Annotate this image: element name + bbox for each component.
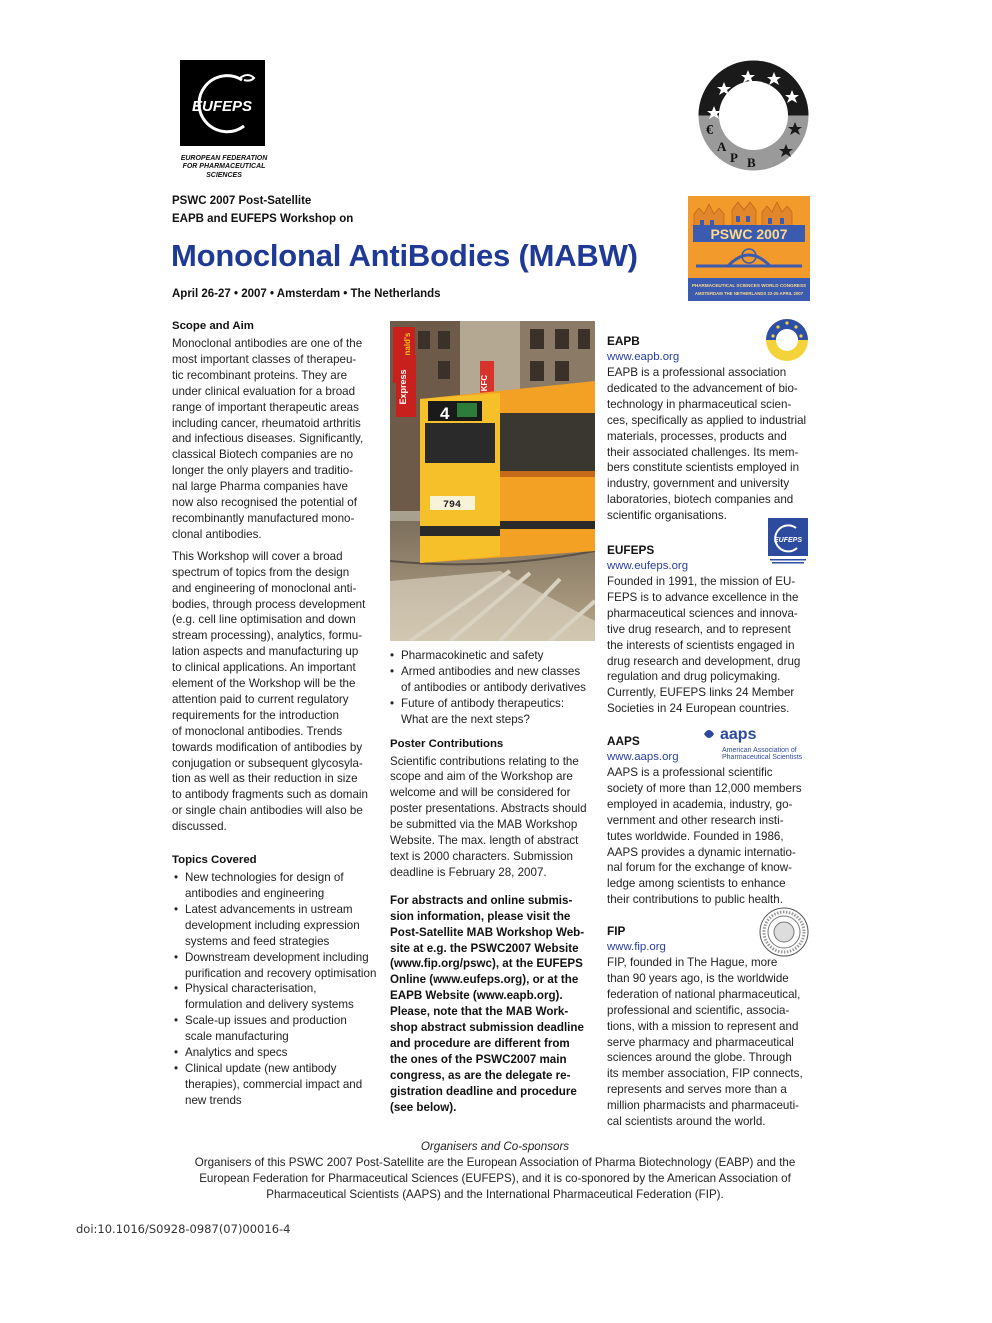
text-line: Founded in 1991, the mission of EU- — [607, 575, 796, 588]
list-item-line: • New technologies for design of — [185, 871, 344, 885]
text-line: nal large Pharma companies have — [172, 480, 348, 494]
organisers-line: Organisers of this PSWC 2007 Post-Satellite are the European Association of Pharma Biotechnology (EABP) and the — [194, 1156, 796, 1169]
text-line: classical Biotech companies are no — [172, 448, 354, 462]
aaps-text — [607, 765, 822, 908]
scope-heading: Scope and Aim — [172, 320, 254, 332]
text-line: shop abstract submission deadline — [390, 1021, 584, 1035]
list-item-line: • Clinical update (new antibody — [185, 1061, 337, 1075]
text-line: federation of national pharmaceutical, — [607, 987, 801, 1001]
text-line: industry, government and university — [607, 477, 790, 491]
text-line: employed in academia, industry, go- — [607, 797, 793, 811]
text-line: be submitted via the MAB Workshop — [390, 818, 578, 832]
text-line: lation aspects and manufacturing up — [172, 645, 359, 659]
text-line: million pharmacists and pharmaceuti- — [607, 1099, 800, 1113]
text-line: of monoclonal antibodies. Trends — [172, 724, 343, 738]
list-item-line: new trends — [185, 1093, 242, 1107]
text-line: bers constitute scientists employed in — [607, 461, 800, 475]
list-item — [174, 981, 382, 1013]
text-line: EAPB is a professional association — [607, 366, 787, 379]
text-line: clonal antibodies. — [172, 527, 262, 541]
list-item-line: antibodies and engineering — [185, 887, 325, 900]
fip-seal — [758, 906, 810, 963]
text-line: (e.g. cell line optimisation and down — [172, 613, 356, 627]
eufeps-small-logo-mark — [768, 518, 808, 566]
list-item — [174, 1061, 382, 1109]
svg-text:aaps: aaps — [720, 726, 757, 743]
eufeps-logo — [180, 60, 275, 180]
list-item — [390, 664, 600, 696]
dateline: April 26-27 • 2007 • Amsterdam • The Netherlands — [172, 288, 441, 300]
pswc-logo-mark — [688, 196, 810, 301]
fip-heading: FIP — [607, 924, 626, 938]
text-line: site at e.g. the PSWC2007 Website — [390, 941, 579, 955]
aaps-logo — [702, 724, 812, 767]
eufeps-text — [607, 574, 822, 717]
text-line: technology in pharmaceutical scien- — [607, 397, 792, 411]
eufeps-logo-mark — [180, 60, 265, 146]
text-line: This Workshop will cover a broad — [172, 549, 343, 563]
text-line: nal forum for the exchange of know- — [607, 861, 792, 875]
text-line: and infectious diseases. Significantly, — [172, 432, 364, 446]
text-line: sciences around the globe. Through — [607, 1051, 792, 1065]
eufeps-logo-line: SCIENCES — [206, 171, 242, 179]
svg-text:EUFEPS: EUFEPS — [191, 98, 253, 115]
list-item-line: formulation and delivery systems — [185, 998, 354, 1012]
list-item-line: systems and feed strategies — [185, 934, 330, 948]
svg-text:€: € — [706, 123, 713, 138]
svg-text:P: P — [730, 150, 738, 165]
text-line: FEPS is to advance excellence in the — [607, 590, 799, 604]
text-line: welcome and will be considered for — [390, 786, 571, 800]
list-item-line: purification and recovery optimisation — [185, 966, 377, 980]
text-line: discussed. — [172, 820, 227, 834]
text-line: (www.fip.org/pswc), at the EUFEPS — [390, 957, 583, 971]
list-item-line: • Physical characterisation, — [185, 982, 317, 996]
eufeps-logo-line: FOR PHARMACEUTICAL — [182, 163, 266, 171]
fip-seal-mark — [758, 906, 810, 958]
text-line: tion as well as their reduction in size — [172, 772, 358, 786]
text-line: tutes worldwide. Founded in 1986, — [607, 829, 784, 843]
svg-text:4: 4 — [440, 404, 450, 423]
text-line: society of more than 12,000 members — [607, 781, 802, 795]
text-line: sion information, please visit the — [390, 909, 571, 923]
text-line: represents and serves more than a — [607, 1083, 787, 1097]
text-line: Scientific contributions relating to the — [390, 754, 579, 768]
svg-text:B: B — [747, 155, 756, 170]
text-line: tive drug research, and to represent — [607, 622, 791, 636]
text-line: Currently, EUFEPS links 24 Member — [607, 686, 795, 700]
text-line: Post-Satellite MAB Workshop Web- — [390, 925, 585, 939]
list-item-line: • Scale-up issues and production — [185, 1014, 347, 1028]
text-line: (see below). — [390, 1100, 457, 1114]
svg-text:Pharmaceutical Scientists: Pharmaceutical Scientists — [722, 754, 803, 761]
list-item-line: • Armed antibodies and new classes — [401, 664, 581, 678]
column-2 — [390, 648, 600, 1115]
list-item — [390, 648, 600, 664]
svg-text:AMSTERDAM THE NETHERLANDS 22-2: AMSTERDAM THE NETHERLANDS 22-25 APRIL 2007 — [694, 291, 804, 296]
text-line: bodies, through process development — [172, 597, 366, 611]
list-item-line: of antibodies or antibody derivatives — [401, 680, 586, 694]
text-line: ledge among scientists to enhance — [607, 877, 786, 891]
text-line: under clinical evaluation for a broad — [172, 384, 356, 398]
page-title: Monoclonal AntiBodies (MABW) — [171, 238, 638, 273]
text-line: tic recombinant proteins. They are — [172, 368, 348, 382]
eufeps-small-logo — [768, 518, 808, 571]
eapb-small-logo — [765, 318, 809, 367]
text-line: scope and aim of the Workshop are — [390, 770, 573, 784]
text-line: For abstracts and online submis- — [390, 893, 573, 907]
list-item — [174, 950, 382, 982]
fip-link[interactable]: www.fip.org — [607, 941, 666, 953]
kicker-line-1: PSWC 2007 Post-Satellite — [172, 195, 312, 207]
svg-text:EUFEPS: EUFEPS — [773, 537, 803, 544]
text-line: scientific organisations. — [607, 509, 727, 523]
column-1 — [172, 320, 382, 1109]
text-line: the interests of scientists engaged in — [607, 638, 795, 652]
svg-text:PSWC 2007: PSWC 2007 — [710, 226, 788, 242]
list-item — [390, 696, 600, 728]
text-line: towards modification of antibodies by — [172, 740, 363, 754]
list-item — [174, 1045, 382, 1061]
text-line: FIP, founded in The Hague, more — [607, 956, 778, 969]
list-item — [174, 870, 382, 902]
text-line: including cancer, rheumatoid arthritis — [172, 416, 361, 430]
text-line: Monoclonal antibodies are one of the — [172, 337, 363, 350]
text-line: Societies in 24 European countries. — [607, 702, 790, 716]
text-line: ces, specifically as applied to industrial — [607, 413, 807, 427]
text-line: AAPS provides a dynamic internatio- — [607, 845, 796, 859]
organisers-heading: Organisers and Co-sponsors — [420, 1140, 570, 1153]
svg-text:Express: Express — [398, 369, 408, 405]
text-line: to antibody fragments such as domain — [172, 788, 368, 802]
list-item-line: What are the next steps? — [401, 712, 530, 726]
text-line: Website. The max. length of abstract — [390, 834, 579, 848]
kicker-line-2: EAPB and EUFEPS Workshop on — [172, 213, 354, 225]
text-line: or single chain antibodies will also be — [172, 804, 363, 818]
svg-text:American Association of: American Association of — [722, 747, 797, 754]
eapb-heading: EAPB — [607, 334, 640, 348]
text-line: tions, with a mission to represent and — [607, 1019, 799, 1033]
list-item-line: • Downstream development including — [185, 950, 369, 964]
eapb-star-logo — [765, 318, 809, 362]
text-line: the ones of the PSWC2007 main — [390, 1052, 567, 1066]
eufeps-heading: EUFEPS — [607, 543, 655, 557]
text-line: text is 2000 characters. Submission — [390, 849, 574, 863]
text-line: element of the Workshop will be the — [172, 677, 356, 691]
tram-photo-image — [390, 321, 595, 641]
text-line: now also recognised the potential of — [172, 496, 357, 510]
text-line: congress, as are the delegate re- — [390, 1068, 571, 1082]
list-item-line: therapies), commercial impact and — [185, 1077, 363, 1091]
text-line: longer the only players and traditio- — [172, 464, 354, 478]
text-line: professional and scientific, associa- — [607, 1003, 790, 1017]
svg-text:PHARMACEUTICAL SCIENCES WORLD: PHARMACEUTICAL SCIENCES WORLD CONGRESS — [691, 283, 807, 288]
eapb-text — [607, 365, 822, 524]
text-line: Online (www.eufeps.org), or at the — [390, 973, 579, 987]
topics-list — [174, 870, 382, 1109]
text-line: stream processing), analytics, formu- — [172, 629, 363, 643]
text-line: materials, processes, products and — [607, 429, 787, 443]
list-item-line: • Pharmacokinetic and safety — [401, 649, 544, 662]
doi: doi:10.1016/S0928-0987(07)00016-4 — [76, 1222, 291, 1236]
pswc-logo — [688, 196, 810, 301]
tram-photo — [390, 321, 595, 641]
text-line: gistration deadline and procedure — [390, 1084, 577, 1098]
text-line: to clinical applications. An important — [172, 661, 356, 675]
text-line: pharmaceutical sciences and innova- — [607, 606, 798, 620]
aaps-heading: AAPS — [607, 734, 640, 748]
aaps-link[interactable]: www.aaps.org — [607, 751, 679, 763]
svg-text:A: A — [717, 139, 727, 154]
list-item-line: development including expression — [185, 918, 360, 932]
eapb-logo-mark — [696, 58, 811, 173]
text-line: requirements for the introduction — [172, 708, 339, 722]
text-line: their associated challenges. Its mem- — [607, 445, 799, 459]
text-line: laboratories, biotech companies and — [607, 493, 794, 507]
text-line: deadline is February 28, 2007. — [390, 865, 547, 879]
abstract-info-paragraph — [390, 893, 600, 1116]
poster-paragraph — [390, 754, 600, 881]
list-item-line: • Future of antibody therapeutics: — [401, 696, 565, 710]
organisers-line: European Federation for Pharmaceutical Sciences (EUFEPS), and it is co-sponored by the American Association of — [199, 1172, 791, 1185]
topics-heading: Topics Covered — [172, 854, 257, 867]
list-item — [174, 1013, 382, 1045]
text-line: serve pharmacy and pharmaceutical — [607, 1035, 794, 1049]
topics-continued-list — [390, 648, 600, 728]
text-line: cal scientists around the world. — [607, 1115, 766, 1129]
text-line: and engineering of monoclonal anti- — [172, 581, 357, 595]
fip-text — [607, 955, 822, 1130]
scope-paragraph-1 — [172, 336, 382, 543]
text-line: recombinantly manufactured mono- — [172, 511, 355, 525]
svg-text:794: 794 — [442, 500, 462, 511]
text-line: and procedure are different from — [390, 1036, 570, 1050]
text-line: conjugation or subsequent glycosyla- — [172, 756, 363, 770]
text-line: EAPB Website (www.eapb.org). — [390, 989, 563, 1003]
text-line: drug research and development, drug — [607, 654, 801, 668]
list-item-line: • Latest advancements in ustream — [185, 902, 353, 916]
text-line: Please, note that the MAB Work- — [390, 1005, 569, 1019]
text-line: range of important therapeutic areas — [172, 400, 359, 414]
text-line: most important classes of therapeu- — [172, 352, 357, 366]
text-line: its member association, FIP connects, — [607, 1067, 803, 1081]
text-line: regulation and drug policymaking. — [607, 670, 781, 684]
text-line: than 90 years ago, is the worldwide — [607, 971, 789, 985]
text-line: spectrum of topics from the design — [172, 565, 350, 579]
eufeps-link[interactable]: www.eufeps.org — [607, 560, 689, 572]
list-item-line: • Analytics and specs — [185, 1046, 288, 1060]
text-line: their contributions to public health. — [607, 893, 783, 907]
text-line: vernment and other research insti- — [607, 813, 784, 827]
text-line: attention paid to current regulatory — [172, 692, 349, 706]
organisers-block — [150, 1139, 840, 1203]
eapb-link[interactable]: www.eapb.org — [607, 351, 680, 363]
svg-text:KFC: KFC — [480, 374, 489, 392]
list-item-line: scale manufacturing — [185, 1030, 289, 1044]
text-line: poster presentations. Abstracts should — [390, 802, 587, 816]
scope-paragraph-2 — [172, 549, 382, 835]
eapb-logo — [696, 58, 811, 173]
organisers-line: Pharmaceutical Scientists (AAPS) and the International Pharmaceutical Federation (FIP). — [266, 1188, 724, 1201]
list-item — [174, 902, 382, 950]
text-line: AAPS is a professional scientific — [607, 766, 773, 779]
aaps-logo-mark — [702, 724, 814, 762]
poster-heading: Poster Contributions — [390, 737, 504, 750]
text-line: dedicated to the advancement of bio- — [607, 381, 798, 395]
eufeps-logo-line: EUROPEAN FEDERATION — [180, 155, 268, 162]
